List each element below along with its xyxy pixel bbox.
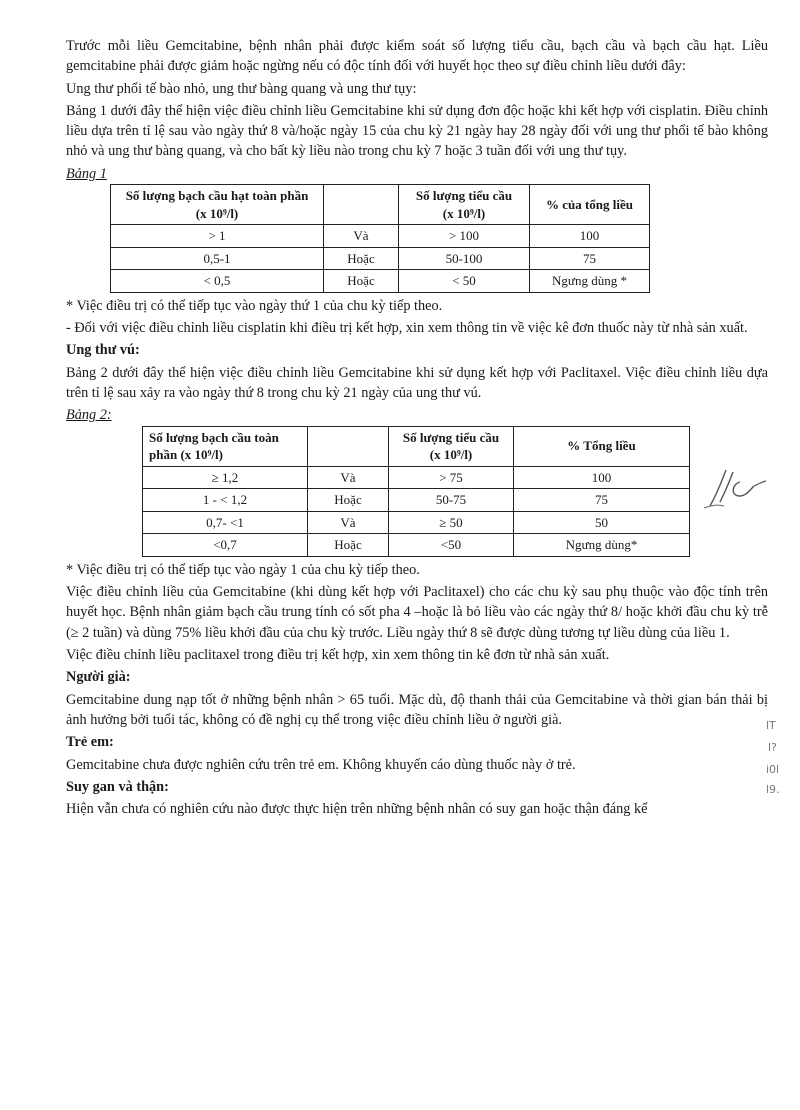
table1-footnote: * Việc điều trị có thể tiếp tục vào ngày thứ 1 của chu kỳ tiếp theo.: [66, 297, 443, 314]
scan-mark: lT: [766, 719, 776, 732]
intro-paragraph: Trước mỗi liều Gemcitabine, bệnh nhân phải được kiểm soát số lượng tiểu cầu, bạch cầu và bạch cầu hạt. Liều gemcitabine phải được giảm hoặc ngừng nếu có độc tính đối với huyết học theo sự điều chỉnh liều dưới đây:: [66, 38, 768, 75]
elderly-text: Gemcitabine dung nạp tốt ở những bệnh nhân > 65 tuổi. Mặc dù, độ thanh thải của Gemcitabine và thời gian bán thải bị ảnh hưởng bởi tuổi tác, không có đề nghị cụ thể trong việc điều chỉnh liều ở người già.: [66, 691, 768, 728]
table-cell: 50-75: [389, 489, 514, 512]
header-cell: [324, 185, 399, 225]
table-row: [111, 225, 650, 248]
breast-cancer-text: Bảng 2 dưới đây thể hiện việc điều chỉnh liều Gemcitabine khi sử dụng kết hợp với Paclitaxel. Việc điều chỉnh liều dựa trên tỉ lệ sau xảy ra vào ngày thứ 8 trong chu kỳ 21 ngày của ung thư vú.: [66, 364, 768, 401]
paclitaxel-note: Việc điều chỉnh liều paclitaxel trong điều trị kết hợp, xin xem thông tin kê đơn từ nhà sản xuất.: [66, 647, 610, 664]
table-cell: Và: [324, 225, 399, 248]
table-cell: Hoặc: [324, 270, 399, 293]
table-row: [143, 466, 690, 489]
table-header-row: [143, 426, 690, 466]
header-cell: Số lượng bạch cầu toàn phần (x 10⁹/l): [143, 426, 308, 466]
table-cell: 1 - < 1,2: [143, 489, 308, 512]
liver-kidney-text: Hiện vẫn chưa có nghiên cứu nào được thực hiện trên những bệnh nhân có suy gan hoặc thận đáng kể: [66, 801, 648, 818]
scan-mark: l?: [768, 741, 777, 754]
table-cell: Và: [308, 511, 389, 534]
table-cell: 75: [514, 489, 690, 512]
table-cell: Hoặc: [308, 534, 389, 557]
table-cell: < 50: [399, 270, 530, 293]
table-cell: <50: [389, 534, 514, 557]
dose-adjustment-paragraph: Việc điều chỉnh liều của Gemcitabine (khi dùng kết hợp với Paclitaxel) cho các chu kỳ sau phụ thuộc vào độc tính trên huyết học. Bệnh nhân giảm bạch cầu trung tính có sốt pha 4 –hoặc là bỏ liều vào các ngày thứ 8/ hoặc khởi đầu chu kỳ trễ (≥ 2 tuần) và dùng 75% liều khởi đầu của chu kỳ trước. Liều ngày thứ 8 sẽ được dùng tương tự liều dùng của liều 1.: [66, 584, 768, 641]
table-cell: < 0,5: [111, 270, 324, 293]
table-cell: 0,5-1: [111, 247, 324, 270]
table-cell: > 100: [399, 225, 530, 248]
children-heading: Trẻ em:: [66, 734, 114, 751]
table-header-row: [111, 185, 650, 225]
elderly-heading: Người già:: [66, 669, 131, 686]
handwritten-signature: [700, 462, 780, 514]
table-cell: 0,7- <1: [143, 511, 308, 534]
header-cell: Số lượng tiểu cầu (x 10⁹/l): [389, 426, 514, 466]
table-row: [143, 511, 690, 534]
children-text: Gemcitabine chưa được nghiên cứu trên trẻ em. Không khuyến cáo dùng thuốc này ở trẻ.: [66, 756, 576, 773]
liver-kidney-heading: Suy gan và thận:: [66, 778, 169, 795]
table-cell: > 75: [389, 466, 514, 489]
table-cell: ≥ 50: [389, 511, 514, 534]
table-row: [111, 247, 650, 270]
table-row: [111, 270, 650, 293]
table-row: [143, 534, 690, 557]
table-cell: Ngưng dùng*: [514, 534, 690, 557]
table1-description: Bảng 1 dưới đây thể hiện việc điều chỉnh liều Gemcitabine khi sử dụng đơn độc hoặc khi kết hợp với cisplatin. Điều chỉnh liều dựa trên tỉ lệ sau vào ngày thứ 8 và/hoặc ngày 15 của chu kỳ 21 ngày hay 28 ngày đối với ung thư phổi tế bào không nhỏ và ung thư bàng quang, và cho bất kỳ liều nào trong chu kỳ 7 hoặc 3 tuần đối với ung thư tụy.: [66, 102, 768, 160]
table-cell: 50: [514, 511, 690, 534]
scan-mark: l9.: [766, 783, 780, 796]
table-1: [110, 184, 650, 293]
header-cell: [308, 426, 389, 466]
document-page: [66, 36, 768, 821]
table-cell: <0,7: [143, 534, 308, 557]
table2-footnote: * Việc điều trị có thể tiếp tục vào ngày 1 của chu kỳ tiếp theo.: [66, 561, 420, 578]
table-cell: 75: [530, 247, 650, 270]
table-cell: Hoặc: [324, 247, 399, 270]
cisplatin-note: - Đối với việc điều chỉnh liều cisplatin khi điều trị kết hợp, xin xem thông tin về việc kê đơn thuốc này từ nhà sản xuất.: [66, 320, 748, 337]
table-2: [142, 426, 690, 557]
breast-cancer-heading: Ung thư vú:: [66, 342, 140, 359]
scan-mark: i0l: [766, 763, 780, 776]
header-cell: % Tổng liều: [514, 426, 690, 466]
table-cell: Ngưng dùng *: [530, 270, 650, 293]
table-cell: 100: [530, 225, 650, 248]
table-cell: Và: [308, 466, 389, 489]
table2-caption: Bảng 2:: [66, 407, 112, 424]
table-cell: 100: [514, 466, 690, 489]
table1-caption: Bảng 1: [66, 165, 107, 182]
table-cell: Hoặc: [308, 489, 389, 512]
table-cell: > 1: [111, 225, 324, 248]
table-row: [143, 489, 690, 512]
table-cell: ≥ 1,2: [143, 466, 308, 489]
header-cell: % của tổng liều: [530, 185, 650, 225]
cancer-types-line: Ung thư phổi tế bào nhỏ, ung thư bàng quang và ung thư tụy:: [66, 80, 417, 97]
header-cell: Số lượng bạch cầu hạt toàn phần (x 10⁹/l): [111, 185, 324, 225]
header-cell: Số lượng tiểu cầu (x 10⁹/l): [399, 185, 530, 225]
table-cell: 50-100: [399, 247, 530, 270]
